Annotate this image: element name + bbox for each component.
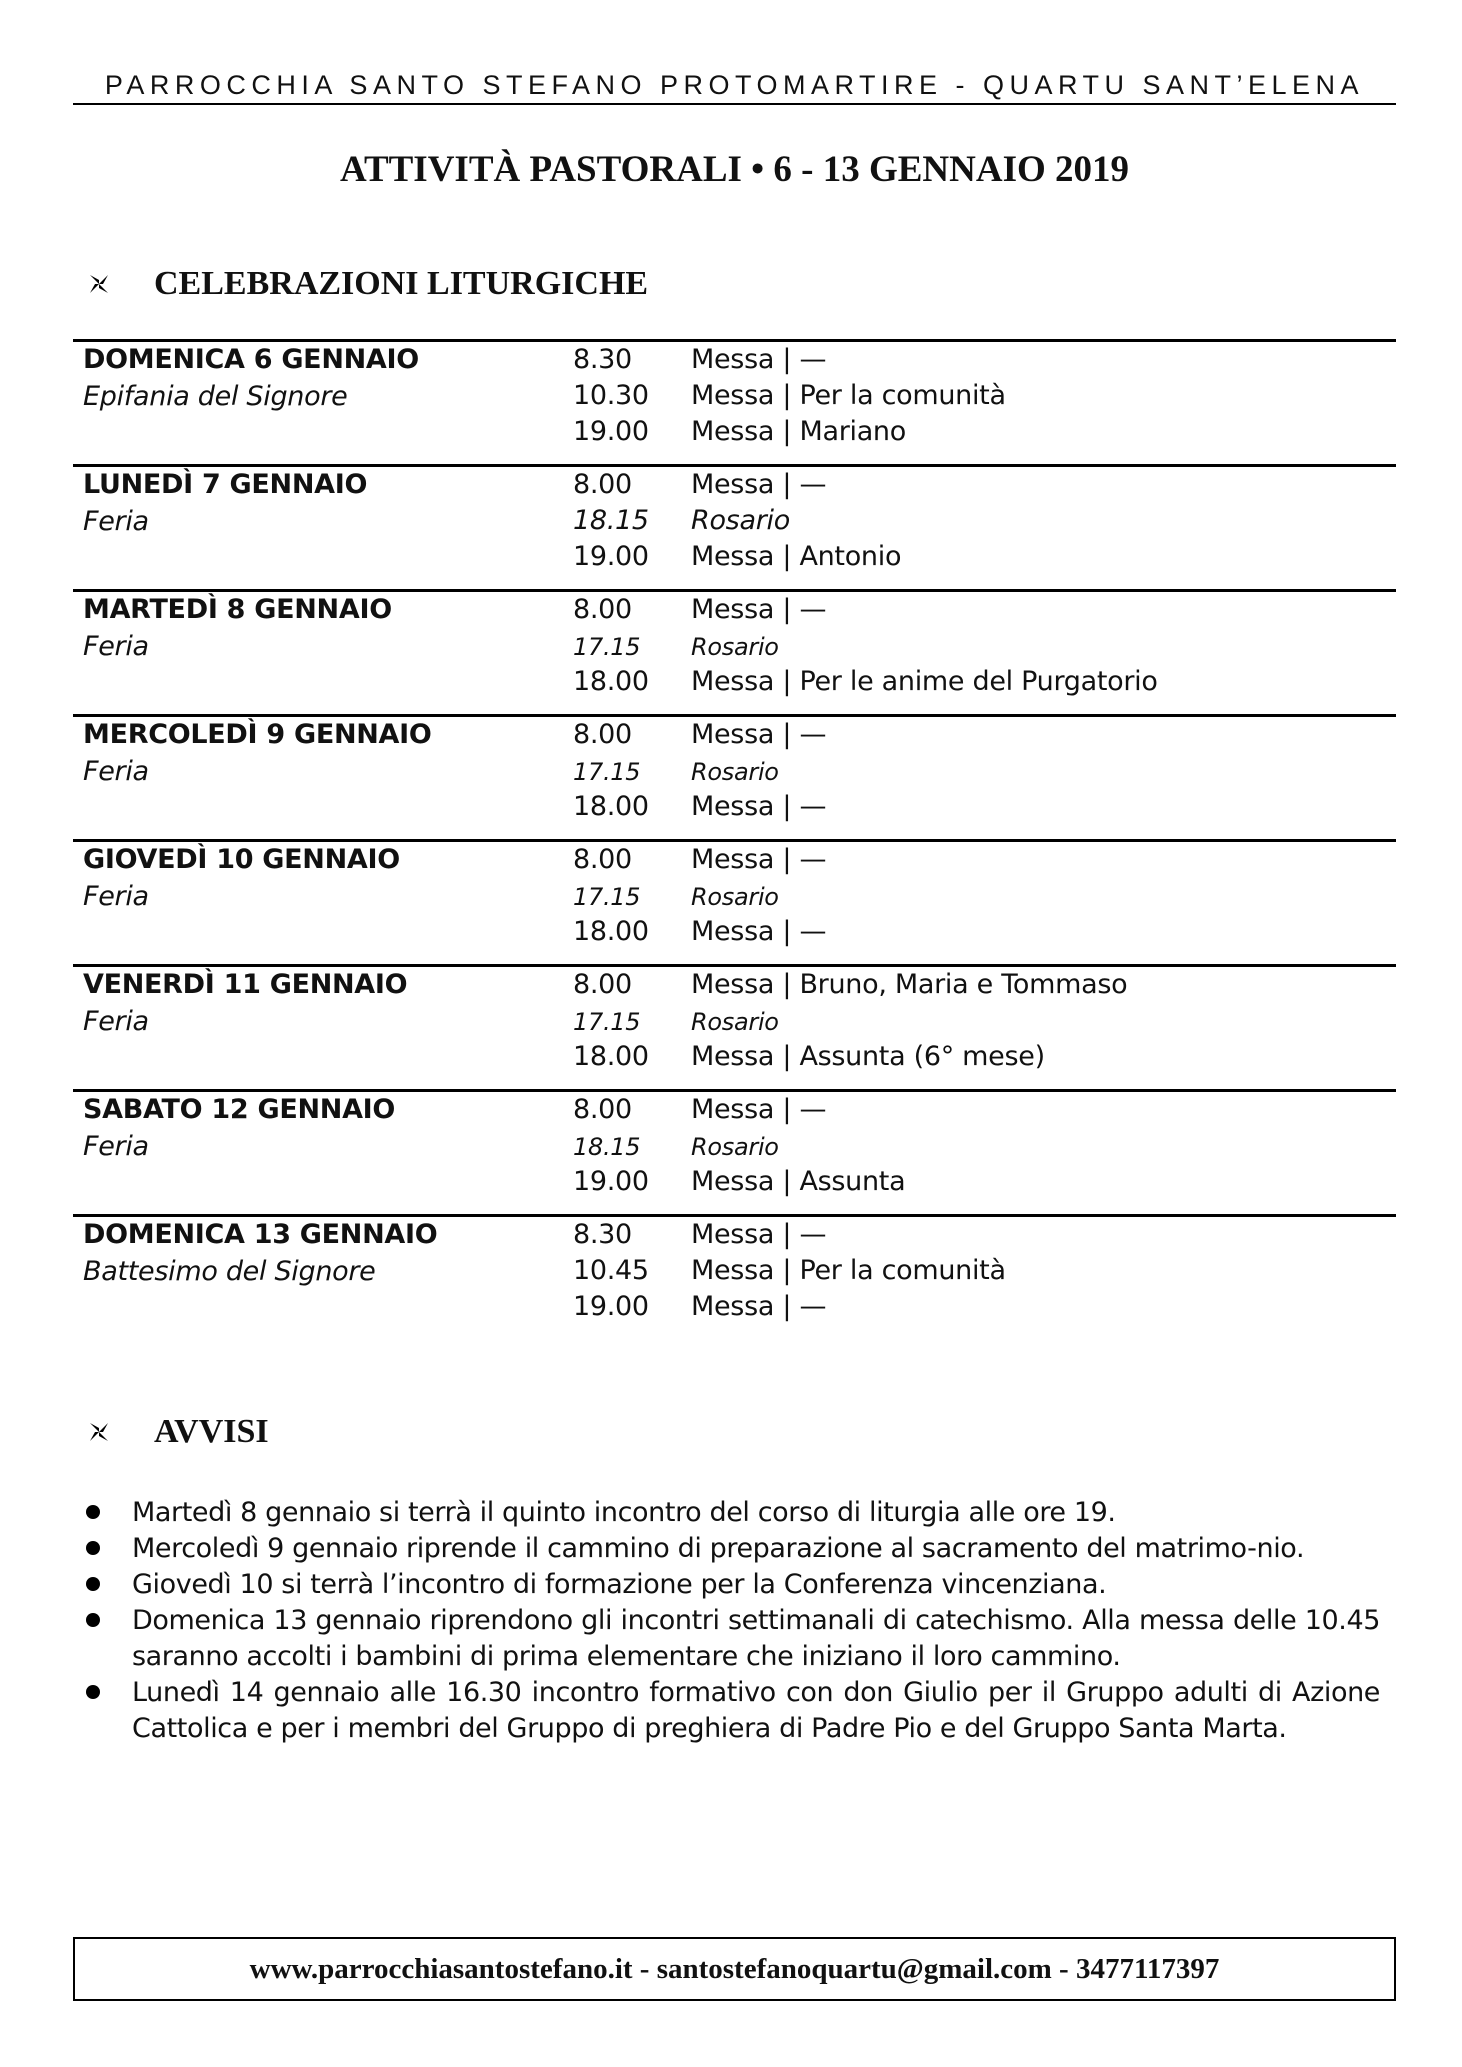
day-name: LUNEDÌ 7 GENNAIO — [83, 469, 368, 500]
slot-time: 17.15 — [573, 883, 641, 911]
bullet-dot-icon — [86, 1577, 100, 1591]
notice-item — [80, 1603, 1380, 1675]
slot-time: 8.00 — [573, 969, 632, 1000]
slot-label: Messa | — — [691, 469, 827, 500]
slot-label: Rosario — [691, 883, 779, 911]
day-occasion: Epifania del Signore — [83, 381, 348, 412]
slot-time: 8.30 — [573, 344, 632, 375]
schedule-day — [73, 339, 1396, 464]
slot-time: 10.45 — [573, 1255, 649, 1286]
day-occasion: Feria — [83, 631, 149, 662]
bullet-dot-icon — [86, 1685, 100, 1699]
slot-time: 10.30 — [573, 380, 649, 411]
slot-time: 19.00 — [573, 1291, 649, 1322]
slot-time: 8.00 — [573, 469, 632, 500]
slot-time: 8.00 — [573, 719, 632, 750]
section-notices-heading — [88, 1412, 269, 1452]
day-name: GIOVEDÌ 10 GENNAIO — [83, 844, 400, 875]
slot-label: Rosario — [691, 633, 779, 661]
day-occasion: Feria — [83, 1131, 149, 1162]
section-liturgy-title: CELEBRAZIONI LITURGICHE — [154, 265, 649, 302]
notice-item — [80, 1567, 1380, 1603]
bullet-dot-icon — [86, 1505, 100, 1519]
schedule-day — [73, 1089, 1396, 1214]
slot-label: Messa | — — [691, 719, 827, 750]
slot-time: 8.00 — [573, 1094, 632, 1125]
notice-text: Martedì 8 gennaio si terrà il quinto incontro del corso di liturgia alle ore 19. — [132, 1497, 1116, 1528]
slot-label: Rosario — [691, 1133, 779, 1161]
schedule-day — [73, 839, 1396, 964]
day-name: MARTEDÌ 8 GENNAIO — [83, 594, 392, 625]
schedule-day — [73, 589, 1396, 714]
slot-time: 8.00 — [573, 844, 632, 875]
slot-label: Messa | Mariano — [691, 416, 906, 447]
day-name: DOMENICA 13 GENNAIO — [83, 1219, 438, 1250]
bullet-dot-icon — [86, 1613, 100, 1627]
slot-label: Messa | — — [691, 344, 827, 375]
day-occasion: Feria — [83, 756, 149, 787]
slot-time: 8.00 — [573, 594, 632, 625]
notices-list — [80, 1495, 1380, 1747]
slot-label: Messa | Assunta (6° mese) — [691, 1041, 1045, 1072]
schedule-day — [73, 964, 1396, 1089]
footer-contacts-text: www.parrocchiasantostefano.it - santostefanoquartu@gmail.com - 3477117397 — [249, 1952, 1220, 1985]
slot-time: 18.00 — [573, 916, 649, 947]
section-notices-title: AVVISI — [154, 1413, 269, 1450]
slot-time: 8.30 — [573, 1219, 632, 1250]
slot-label: Messa | — — [691, 844, 827, 875]
slot-label: Messa | — — [691, 916, 827, 947]
slot-time: 18.00 — [573, 1041, 649, 1072]
notice-item — [80, 1531, 1380, 1567]
liturgy-schedule — [73, 339, 1396, 1347]
slot-time: 18.15 — [573, 505, 649, 536]
notice-text: Lunedì 14 gennaio alle 16.30 incontro formativo con don Giulio per il Gruppo adulti di Azione Cattolica e per i membri del Gruppo di preghiera di Padre Pio e del Gruppo Santa Marta. — [132, 1677, 1380, 1744]
slot-time: 17.15 — [573, 1008, 641, 1036]
slot-label: Messa | Per le anime del Purgatorio — [691, 666, 1158, 697]
day-name: MERCOLEDÌ 9 GENNAIO — [83, 719, 432, 750]
slot-label: Messa | Per la comunità — [691, 380, 1006, 411]
notice-text: Giovedì 10 si terrà l’incontro di formazione per la Conferenza vincenziana. — [132, 1569, 1107, 1600]
slot-label: Messa | — — [691, 1291, 827, 1322]
schedule-day — [73, 1214, 1396, 1347]
notice-item — [80, 1495, 1380, 1531]
slot-time: 18.00 — [573, 791, 649, 822]
slot-label: Messa | — — [691, 1094, 827, 1125]
slot-time: 19.00 — [573, 416, 649, 447]
day-name: SABATO 12 GENNAIO — [83, 1094, 396, 1125]
day-occasion: Feria — [83, 881, 149, 912]
parish-header: PARROCCHIA SANTO STEFANO PROTOMARTIRE - QUARTU SANT’ELENA — [104, 70, 1365, 100]
page-title: ATTIVITÀ PASTORALI • 6 - 13 GENNAIO 2019 — [339, 149, 1130, 190]
pinwheel-star-icon — [88, 273, 110, 295]
slot-label: Messa | Antonio — [691, 541, 902, 572]
notice-text: Domenica 13 gennaio riprendono gli incontri settimanali di catechismo. Alla messa delle 10.45 saranno accolti i bambini di prima elementare che iniziano il loro cammino. — [132, 1605, 1380, 1672]
slot-label: Rosario — [691, 758, 779, 786]
notice-text: Mercoledì 9 gennaio riprende il cammino di preparazione al sacramento del matrimo-nio. — [132, 1533, 1305, 1564]
header-divider — [73, 103, 1396, 105]
schedule-day — [73, 464, 1396, 589]
notice-item — [80, 1675, 1380, 1747]
slot-label: Messa | — — [691, 791, 827, 822]
slot-time: 19.00 — [573, 1166, 649, 1197]
schedule-day — [73, 714, 1396, 839]
day-occasion: Feria — [83, 506, 149, 537]
slot-label: Messa | — — [691, 594, 827, 625]
day-occasion: Feria — [83, 1006, 149, 1037]
slot-time: 17.15 — [573, 633, 641, 661]
slot-time: 18.00 — [573, 666, 649, 697]
slot-time: 17.15 — [573, 758, 641, 786]
day-name: DOMENICA 6 GENNAIO — [83, 344, 419, 375]
slot-label: Rosario — [691, 1008, 779, 1036]
pinwheel-star-icon — [88, 1421, 110, 1443]
slot-label: Messa | Per la comunità — [691, 1255, 1006, 1286]
section-liturgy-heading — [88, 264, 648, 304]
bullet-dot-icon — [86, 1541, 100, 1555]
day-name: VENERDÌ 11 GENNAIO — [83, 969, 408, 1000]
slot-time: 18.15 — [573, 1133, 641, 1161]
day-occasion: Battesimo del Signore — [83, 1256, 376, 1287]
slot-label: Rosario — [691, 505, 790, 536]
footer-contacts — [73, 1937, 1396, 2001]
slot-label: Messa | Assunta — [691, 1166, 906, 1197]
slot-label: Messa | — — [691, 1219, 827, 1250]
slot-label: Messa | Bruno, Maria e Tommaso — [691, 969, 1128, 1000]
slot-time: 19.00 — [573, 541, 649, 572]
